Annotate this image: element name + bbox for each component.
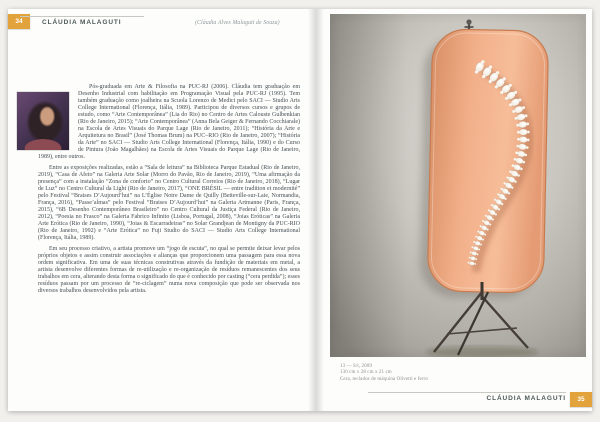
page-gutter: [308, 9, 324, 411]
page-number: 35: [577, 396, 585, 403]
bio-text-block: [38, 84, 300, 299]
bio-paragraph-education: Pós-graduada em Arte & Filosofia na PUC-RJ (2006). Cláudia tem graduação em Desenho Industrial com habilitação em Programação Visual pela PUC-RJ (1995). Tem também graduação como joalheira na Scuola Lorenzo de Medici pelo SACI — Studio Arts College International (Florença, Itália, 1989). Participou de diversos cursos e grupos de estudo, como “Arte Contemporânea” (Lia do Rio) no Centro de Artes Calouste Gulbenkian (Rio de Janeiro, 2015); “Arte Contemporânea” (Anna Bela Geiger & Fernando Cocchiarale) na Escola de Artes Visuais do Parque Lage (Rio de Janeiro, 2011); “História da Arte e Arquitetura no Brasil” (José Thomas Brum) na PUC–RIO (Rio de Janeiro, 2007); “História da Arte” no SACI — Studio Arts College International (Florença, Itália, 1990) e do Curso de Pintura (João Magalhães) na Escola de Artes Visuais do Parque Lage (Rio de Janeiro, 1989), entre outros.: [38, 84, 300, 160]
page-number: 34: [15, 18, 23, 25]
caption-title: 13 — S/t, 2009: [340, 364, 372, 369]
artist-name-title: CLÁUDIA MALAGUTI: [42, 19, 122, 26]
footer-rule: [368, 392, 566, 393]
artwork-photo: [330, 14, 586, 357]
artist-fullname-subtitle: (Cláudia Alves Malaguti de Souza): [195, 19, 280, 26]
artist-portrait-photo: [17, 92, 69, 150]
bio-paragraph-exhibitions: Entre as exposições realizadas, estão a “Sala de leitura” na Biblioteca Parque Estadual (Rio de Janeiro, 2019), “Casa de Afeto” na Galeria Arte Solar (Morro do Pavão, Rio de Janeiro, 2019), “Uma afirmação da presença” com a instalação “Zona de conforto” no Centro Cultural Correios (Rio de Janeiro, 2018), “Lugar de Luz” no Centro Cultural da Light (Rio de Janeiro, 2017), “ONE BRÉSIL — entre tradition et modernité” pelo Festival “Braises D’Aujourd’hui” na L’Église Notre Dame de Quilly (Betteville-sur-Laie, Normandia, França, 2016), “Passe’almas” pelo Festival “Braises D’Aujourd’hui” na Galeria Artmanne (Paris, França, 2015), “6B Desenho Contemporâneo Brasileiro” no Centro Cultural da Justiça Federal (Rio de Janeiro, 2012), “Poesia no Frasco” na Galeria Fabrico Infinito (Lisboa, Portugal, 2008), “Joias Eróticas” na Galeria Arte Erótica (Rio de Janeiro, 1990), “Joias & Escarradeiras” no Solar Grandjean de Montigny da PUC-RIO (Rio de Janeiro, 1992) e “Arte Erótica” no Fuji Studio do SACI — Studio Arts College International (Florença, Itália, 1989).: [38, 165, 300, 241]
caption-dimensions: 130 cm x 28 cm x 21 cm: [340, 370, 392, 376]
page-number-tab-right: [570, 392, 592, 407]
book-spread: [8, 9, 592, 411]
footer-artist-name: CLÁUDIA MALAGUTI: [486, 395, 566, 402]
artwork-caption: [340, 364, 428, 383]
caption-materials: Cera, teclados de máquina Olivetti e ferro: [340, 376, 428, 382]
bio-paragraph-process: Em seu processo criativo, a artista promove um “jogo de escuta”, no qual se permite deixar levar pelos próprios objetos e assim construir associações e alianças que proporcionem uma passagem para essa nova ordem significativa. Em uma de suas técnicas construtivas através da fundição de materiais em metal, a artista desenvolve diferentes formas de re-utilização e re-organização de resíduos remanescentes dos seus trabalhos em cera, alterando desta forma o significado do que é conhecido por casting (“cera perdida”); esses resíduos passam por um processo de “re-ciclagem” numa nova composição que pode ser observada nos diversos trabalhos desenvolvidos pela artista.: [38, 246, 300, 294]
artwork-photo-svg: [330, 14, 586, 357]
header-rule: [20, 16, 144, 17]
